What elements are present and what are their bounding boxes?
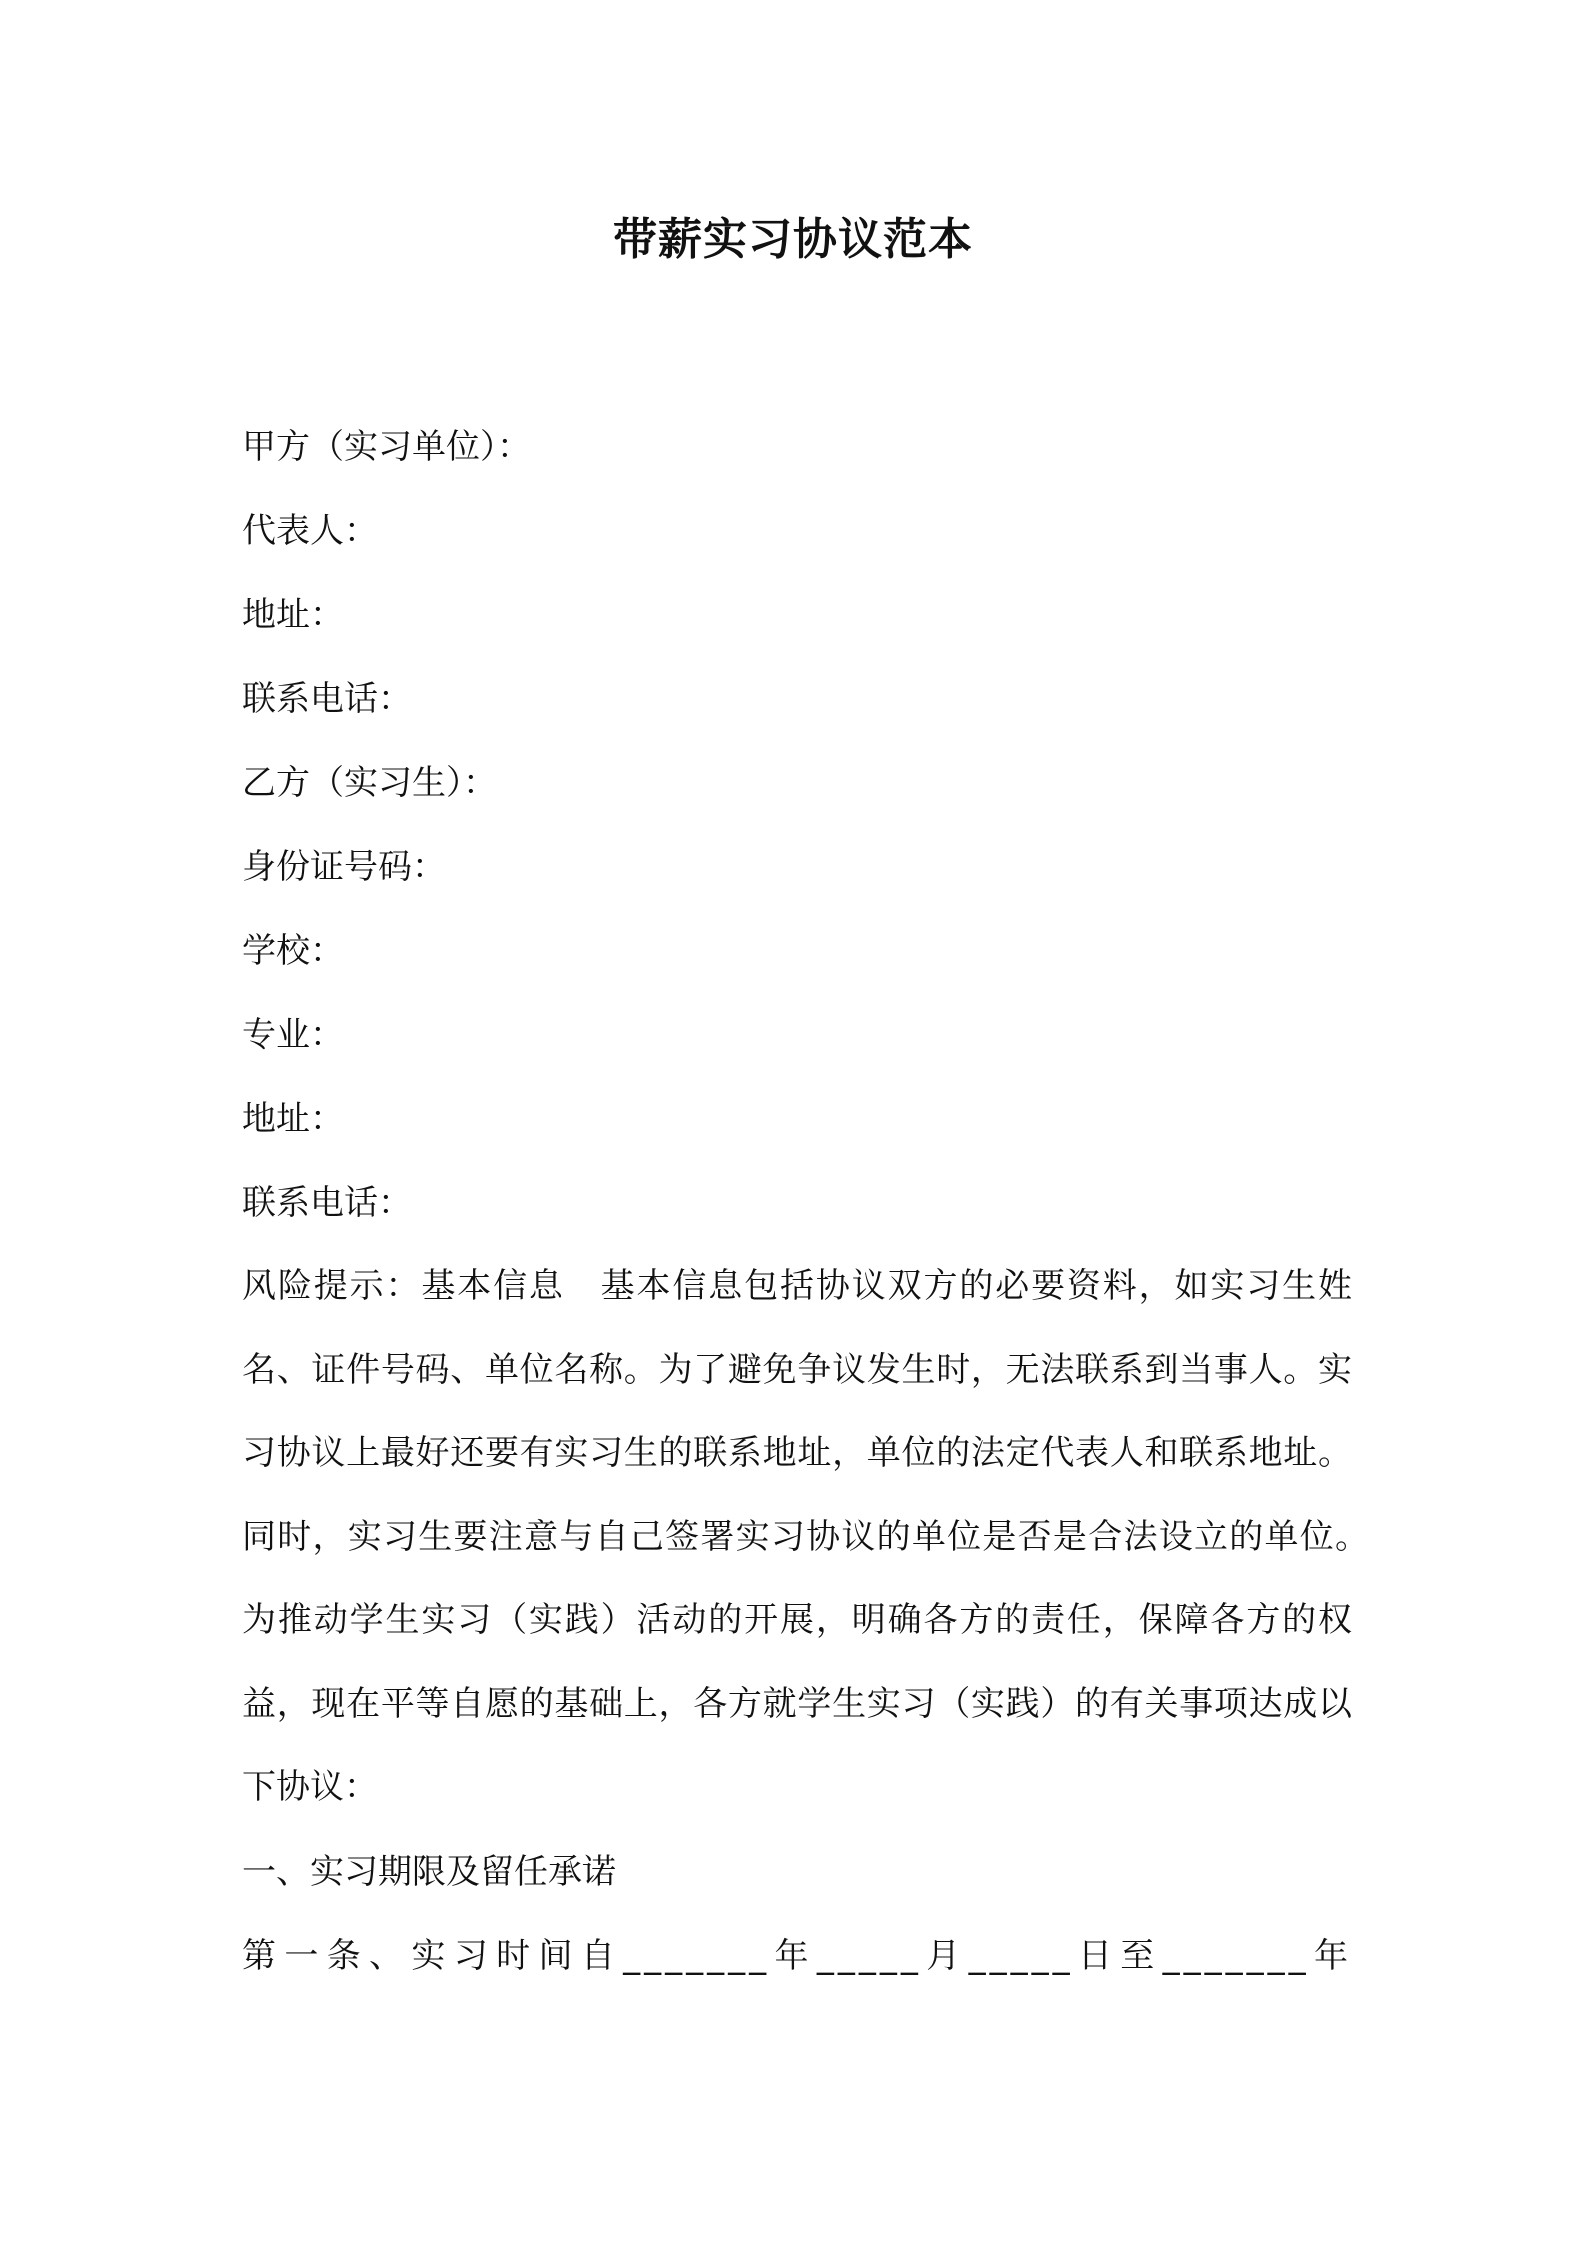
section-one-heading: 一、实习期限及留任承诺 — [242, 1851, 616, 1892]
clause-one-text: 第一条、实习时间自_______年_____月_____日至_______年 — [242, 1935, 1352, 1976]
party-b-field: 乙方（实习生）： — [242, 763, 497, 803]
party-b-school-field: 学校： — [242, 931, 344, 971]
party-a-field: 甲方（实习单位）： — [242, 427, 531, 467]
party-b-address-field: 地址： — [242, 1099, 344, 1139]
risk-warning-paragraph: 风险提示：基本信息 基本信息包括协议双方的必要资料，如实习生姓名、证件号码、单位名称。为了避免争议发生时，无法联系到当事人。实习协议上最好还要有实习生的联系地址，单位的法定代表人和联系地址。同时，实习生要注意与自己签署实习协议的单位是否是合法设立的单位。 为推动学生实习（实践）活动的开展，明确各方的责任，保障各方的权益，现在平等自愿的基础上，各方就学生实习（实践）的有关事项达成以下协议： — [242, 1266, 1386, 1807]
party-a-address-field: 地址： — [242, 595, 344, 635]
party-b-major-field: 专业： — [242, 1015, 344, 1055]
party-a-phone-field: 联系电话： — [242, 679, 412, 719]
document-body — [242, 405, 1386, 1998]
document-title: 带薪实习协议范本 — [613, 214, 973, 265]
party-a-representative-field: 代表人： — [242, 511, 378, 551]
party-b-id-field: 身份证号码： — [242, 847, 446, 887]
party-b-phone-field: 联系电话： — [242, 1183, 412, 1223]
